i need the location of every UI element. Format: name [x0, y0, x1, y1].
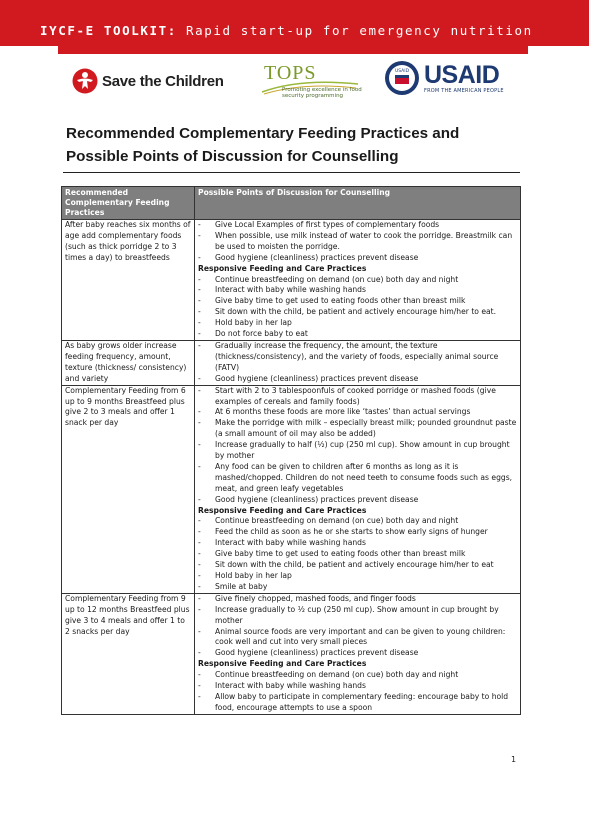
- usaid-logo: [384, 60, 504, 96]
- list-item: - Sit down with the child, be patient and actively encourage him/her to eat: [198, 560, 517, 571]
- usaid-seal-text: USAID: [394, 69, 410, 74]
- table-row: [62, 340, 521, 385]
- list-item: - When possible, use milk instead of water to cook the porridge. Breastmilk can be used to moisten the porridge.: [198, 231, 517, 253]
- page-number: 1: [511, 755, 517, 764]
- responsive-practices-list: [198, 670, 517, 714]
- list-item: - Good hygiene (cleanliness) practices prevent disease: [198, 648, 517, 659]
- title-rule: [63, 172, 520, 173]
- list-item: - Do not force baby to eat: [198, 329, 517, 340]
- list-item: - Give baby time to get used to eating foods other than breast milk: [198, 549, 517, 560]
- discussion-points-list: [198, 386, 517, 506]
- list-item: - Good hygiene (cleanliness) practices prevent disease: [198, 495, 517, 506]
- list-item: - Start with 2 to 3 tablespoonfuls of cooked porridge or mashed foods (give examples of cereals and family foods): [198, 386, 517, 408]
- table-row: [62, 220, 521, 341]
- page-title: [66, 122, 526, 168]
- discussion-cell: [195, 340, 521, 385]
- list-item: - Any food can be given to children after 6 months as long as it is mashed/chopped. Children do not need teeth to consume foods such as eggs, meat, and green leafy vegetables: [198, 462, 517, 495]
- list-item: - Animal source foods are very important and can be given to young children: cook well and cut into very small pieces: [198, 627, 517, 649]
- list-item: - Continue breastfeeding on demand (on cue) both day and night: [198, 516, 517, 527]
- responsive-feeding-heading: Responsive Feeding and Care Practices: [198, 263, 367, 273]
- save-the-children-logo: [72, 68, 224, 94]
- discussion-points-list: [198, 220, 517, 264]
- practice-cell: Complementary Feeding from 9 up to 12 months Breastfeed plus give 3 to 4 meals and offer 1 to 2 snacks per day: [62, 593, 195, 714]
- table-row: [62, 385, 521, 593]
- discussion-cell: [195, 385, 521, 593]
- save-the-children-icon: [72, 68, 98, 94]
- responsive-practices-list: [198, 516, 517, 592]
- list-item: - Smile at baby: [198, 582, 517, 593]
- usaid-wordmark: USAID: [424, 61, 500, 89]
- practice-cell: After baby reaches six months of age add complementary foods (such as thick porridge 2 to 3 times a day) to breastfeeds: [62, 220, 195, 341]
- save-the-children-name: Save the Children: [102, 72, 224, 90]
- discussion-cell: [195, 220, 521, 341]
- responsive-feeding-heading: Responsive Feeding and Care Practices: [198, 505, 367, 515]
- header-banner: [0, 0, 589, 46]
- list-item: - Give baby time to get used to eating foods other than breast milk: [198, 296, 517, 307]
- page-title-line2: Possible Points of Discussion for Counselling: [66, 148, 399, 165]
- list-item: - Interact with baby while washing hands: [198, 681, 517, 692]
- table-body: [62, 220, 521, 715]
- list-item: - Gradually increase the frequency, the amount, the texture (thickness/consistency), and the variety of foods, especially animal source (FATV): [198, 341, 517, 374]
- list-item: - Give Local Examples of first types of complementary foods: [198, 220, 517, 231]
- table-header-row: [62, 187, 521, 220]
- column-header-practice: Recommended Complementary Feeding Practices: [62, 187, 195, 220]
- banner-tab: [58, 46, 528, 54]
- banner-brand: IYCF-E TOOLKIT:: [40, 23, 177, 38]
- list-item: - Increase gradually to ½ cup (250 ml cup). Show amount in cup brought by mother: [198, 605, 517, 627]
- list-item: - Make the porridge with milk – especially breast milk; pounded groundnut paste (a small amount of oil may also be added): [198, 418, 517, 440]
- list-item: - Sit down with the child, be patient and actively encourage him/her to eat.: [198, 307, 517, 318]
- partner-logos: [0, 56, 589, 110]
- list-item: - Allow baby to participate in complementary feeding: encourage baby to hold food, encourage attempts to use a spoon: [198, 692, 517, 714]
- list-item: - Give finely chopped, mashed foods, and finger foods: [198, 594, 517, 605]
- usaid-tagline: FROM THE AMERICAN PEOPLE: [424, 88, 504, 94]
- list-item: - Good hygiene (cleanliness) practices prevent disease: [198, 253, 517, 264]
- responsive-practices-list: [198, 275, 517, 340]
- list-item: - Interact with baby while washing hands: [198, 538, 517, 549]
- banner-subtitle: Rapid start-up for emergency nutrition: [186, 23, 533, 38]
- list-item: - At 6 months these foods are more like ‘tastes’ than actual servings: [198, 407, 517, 418]
- practice-cell: Complementary Feeding from 6 up to 9 months Breastfeed plus give 2 to 3 meals and offer 1 snack per day: [62, 385, 195, 593]
- table-row: [62, 593, 521, 714]
- list-item: - Interact with baby while washing hands: [198, 285, 517, 296]
- tops-logo: [254, 62, 364, 106]
- responsive-feeding-heading: Responsive Feeding and Care Practices: [198, 659, 367, 669]
- practice-cell: As baby grows older increase feeding frequency, amount, texture (thickness/ consistency) and variety: [62, 340, 195, 385]
- page-title-line1: Recommended Complementary Feeding Practices and: [66, 125, 460, 142]
- tops-tagline: Promoting excellence in food security programming: [282, 87, 362, 99]
- list-item: - Hold baby in her lap: [198, 318, 517, 329]
- discussion-points-list: [198, 341, 517, 385]
- feeding-practices-table: [61, 186, 521, 715]
- usaid-text: [424, 62, 504, 94]
- list-item: - Hold baby in her lap: [198, 571, 517, 582]
- usaid-seal-icon: [384, 60, 420, 96]
- list-item: - Feed the child as soon as he or she starts to show early signs of hunger: [198, 527, 517, 538]
- column-header-discussion: Possible Points of Discussion for Counselling: [195, 187, 521, 220]
- list-item: - Continue breastfeeding on demand (on cue) both day and night: [198, 670, 517, 681]
- list-item: - Increase gradually to half (½) cup (250 ml cup). Show amount in cup brought by mother: [198, 440, 517, 462]
- discussion-cell: [195, 593, 521, 714]
- tops-wordmark: TOPS: [264, 62, 317, 84]
- list-item: - Continue breastfeeding on demand (on cue) both day and night: [198, 275, 517, 286]
- banner-text: [40, 23, 533, 38]
- discussion-points-list: [198, 594, 517, 659]
- list-item: - Good hygiene (cleanliness) practices prevent disease: [198, 374, 517, 385]
